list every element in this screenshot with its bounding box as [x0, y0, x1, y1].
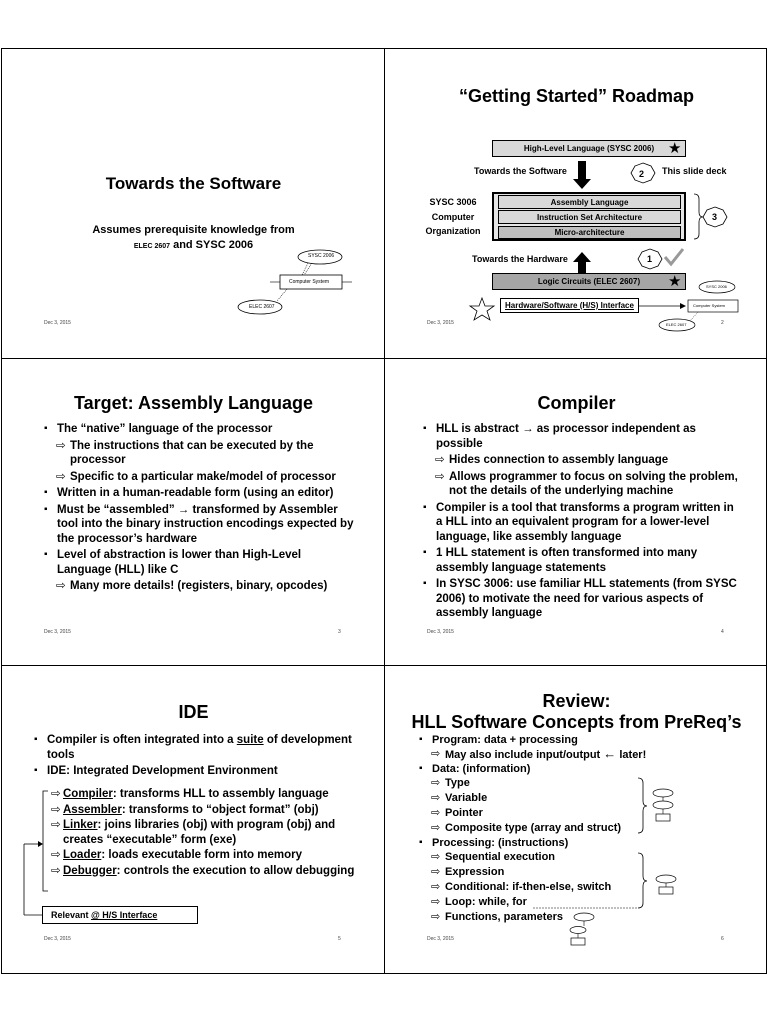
hll-label: High-Level Language (SYSC 2006): [523, 144, 655, 153]
list-item: ⇨ Conditional: if-then-else, switch: [431, 881, 612, 893]
list-item: ⇨ Type: [431, 777, 470, 789]
tool-term: Compiler: [63, 788, 113, 800]
bullet-text: Allows programmer to focus on solving the problem, not the details of the underlying machine: [449, 470, 738, 497]
footer-date: Dec 3, 2015: [427, 936, 454, 942]
bullet-text: Many more details! (registers, binary, opcodes): [70, 580, 328, 592]
cloud-icon: [653, 801, 673, 809]
cloud-label-bottom: ELEC 2607: [249, 304, 275, 310]
elec-course: ELEC 2607: [133, 243, 171, 250]
course-label-3: Organization: [425, 226, 481, 236]
page-number: 3: [338, 629, 341, 635]
hs-label: Hardware/Software (H/S) Interface: [505, 301, 634, 310]
tool-desc: : joins libraries (obj) with program (obj) and creates “executable” form (exe): [63, 819, 336, 846]
bullet-text: Expression: [445, 866, 505, 878]
bullet-text: Compiler is a tool that transforms a program written in a HLL into an equivalent program for a lower-level language, like assembly language: [436, 501, 734, 543]
bullet-text: Data: (information): [432, 763, 531, 775]
slide-5: [2, 666, 385, 974]
list-item: ⇨ Linker: joins libraries (obj) with program (obj) and creates “executable” form (exe): [51, 819, 336, 846]
list-item: ⇨ Compiler: transforms HLL to assembly language: [51, 788, 329, 800]
slide-6: [385, 666, 768, 974]
list-item: [44, 548, 356, 577]
bullet-text: Functions, parameters: [445, 911, 563, 923]
bullet-text: Processing: (instructions): [432, 837, 569, 849]
footer-date: Dec 3, 2015: [427, 629, 454, 635]
cloud-label-top: SYSC 2006: [308, 253, 335, 259]
list-item: ⇨ Loader: loads executable form into memory: [51, 849, 303, 861]
slide-title: IDE: [178, 702, 209, 722]
left-arrow-icon: ←: [603, 746, 617, 761]
towards-software-label: Towards the Software: [474, 166, 567, 176]
footer-date: Dec 3, 2015: [44, 320, 71, 326]
footer-date: Dec 3, 2015: [44, 629, 71, 635]
layer-isa: [498, 210, 681, 224]
course-label-1: SYSC 3006: [429, 197, 477, 207]
list-item: ⇨ Hides connection to assembly language: [435, 454, 669, 466]
bullet-text: Level of abstraction is lower than High-Level Language (HLL) like C: [57, 549, 302, 576]
logic-box: [492, 273, 686, 290]
list-item: [423, 501, 741, 545]
concept-diagrams: [385, 666, 768, 974]
layer-label: Assembly Language: [550, 197, 629, 207]
bullet-text: Variable: [445, 792, 488, 804]
list-item: ⇨ Pointer: [431, 807, 483, 819]
computer-system-diagram: [2, 49, 385, 357]
cloud-icon: [656, 875, 676, 883]
tool-desc: : loads executable form into memory: [101, 849, 303, 861]
slide-title: “Getting Started” Roadmap: [458, 86, 695, 106]
cloud-icon: [574, 913, 594, 921]
down-arrow-icon: [573, 161, 591, 189]
list-item: [423, 577, 741, 621]
page-number: 5: [338, 936, 341, 942]
list-item: ⇨ May also include input/output ← later!: [431, 746, 647, 761]
later-text: later!: [616, 749, 647, 761]
list-item: ⇨ Debugger: controls the execution to allow debugging: [51, 864, 355, 877]
bullet-text: Compiler is often integrated into a: [47, 734, 237, 746]
list-item: ⇨ Expression: [431, 866, 505, 878]
bullet-text: HLL is abstract → as processor independent as possible: [436, 423, 696, 450]
relevant-box: [42, 906, 198, 924]
page-number: 4: [721, 629, 724, 635]
cloud-label-bottom: ELEC 2607: [666, 322, 687, 327]
bullet-list: [423, 422, 741, 623]
list-item: ⇨ Many more details! (registers, binary, opcodes): [56, 580, 328, 592]
list-item: ⇨ Functions, parameters: [431, 911, 563, 923]
check-icon: [665, 249, 683, 264]
bullet-text: 1 HLL statement is often transformed into many assembly language statements: [436, 547, 698, 574]
slide-1: [2, 49, 385, 357]
list-item: [423, 422, 741, 451]
star-outline-icon: [470, 298, 494, 320]
list-item: ⇨ Composite type (array and struct): [431, 822, 622, 834]
hs-interface-box: [500, 298, 639, 313]
list-item: ⇨ Sequential execution: [431, 851, 556, 863]
bullet-text: Type: [445, 777, 470, 789]
bullet-text: Loop: while, for: [445, 896, 527, 908]
course-label-2: Computer: [431, 212, 475, 222]
list-item: ⇨ Variable: [431, 792, 488, 804]
list-item: ⇨ Specific to a particular make/model of processor: [56, 470, 336, 483]
bullet-text: Hides connection to assembly language: [449, 454, 669, 466]
bullet-text: The “native” language of the processor: [57, 423, 273, 435]
sysc-course: and SYSC 2006: [170, 239, 254, 251]
this-deck-label: This slide deck: [662, 166, 727, 176]
subtitle-line: Assumes prerequisite knowledge from: [92, 224, 295, 236]
tool-desc: : transforms HLL to assembly language: [112, 788, 329, 800]
list-item: ⇨ The instructions that can be executed by the processor: [56, 439, 314, 466]
footer-date: Dec 3, 2015: [427, 320, 454, 326]
tool-desc: : transforms to “object format” (obj): [121, 803, 319, 816]
list-item: ⇨ Loop: while, for: [431, 896, 527, 908]
bullet-text: Specific to a particular make/model of processor: [70, 470, 336, 483]
relevant-text: Relevant: [51, 910, 92, 920]
badge-3-label: 3: [712, 212, 718, 222]
star-icon: ★: [668, 273, 682, 290]
slide-title: Towards the Software: [105, 174, 282, 193]
cloud-icon: [570, 927, 586, 934]
tool-term: Debugger: [63, 864, 117, 877]
bullet-text: May also include input/output: [445, 749, 601, 761]
bullet-text: IDE: Integrated Development Environment: [47, 765, 278, 777]
tool-term: Loader: [63, 849, 102, 861]
bullet-list: [44, 422, 356, 596]
bullet-text: Program: data + processing: [432, 734, 578, 746]
star-icon: ★: [668, 140, 682, 157]
tool-list: [39, 787, 361, 879]
layer-label: Micro-architecture: [554, 228, 625, 237]
slide-title: Review:: [542, 691, 611, 711]
towards-hardware-label: Towards the Hardware: [472, 254, 568, 264]
tool-desc: : controls the execution to allow debugging: [116, 864, 355, 877]
cloud-icon: [653, 789, 673, 797]
relevant-link-text: @ H/S Interface: [91, 910, 158, 920]
slide-2: [385, 49, 768, 357]
badge-2-label: 2: [639, 169, 645, 179]
slide-title: Compiler: [537, 393, 616, 413]
box-label: Computer System: [289, 279, 330, 285]
cloud-label-top: SYSC 2006: [706, 284, 727, 289]
list-item: [44, 503, 356, 547]
slide-subtitle: HLL Software Concepts from PreReq’s: [411, 712, 742, 732]
slide-4: [385, 359, 768, 667]
slide-title: Target: Assembly Language: [73, 393, 314, 413]
footer-date: Dec 3, 2015: [44, 936, 71, 942]
tool-term: Assembler: [63, 803, 122, 816]
box-label: Computer System: [693, 303, 726, 308]
list-item: [44, 486, 356, 501]
bullet-text: In SYSC 3006: use familiar HLL statements (from SYSC 2006) to motivate the need for various aspects of assembly language: [436, 578, 737, 619]
layer-label: Instruction Set Architecture: [536, 212, 643, 222]
layer-micro: [498, 226, 681, 239]
bullet-text: Written in a human-readable form (using an editor): [57, 487, 334, 499]
bullet-text: Pointer: [445, 807, 483, 819]
slide-3: [2, 359, 385, 667]
list-item: [44, 422, 356, 437]
up-arrow-icon: [573, 252, 591, 274]
tool-term: Linker: [63, 819, 98, 831]
bullet-text: of development tools: [47, 734, 352, 761]
suite-text: suite: [236, 734, 264, 746]
layer-assembly: [498, 195, 681, 209]
page-number: 2: [721, 320, 724, 326]
list-item: [423, 546, 741, 575]
bullet-text: Conditional: if-then-else, switch: [445, 881, 612, 893]
bullet-text: Composite type (array and struct): [445, 822, 622, 834]
logic-label: Logic Circuits (ELEC 2607): [537, 277, 641, 286]
list-item: ⇨ Assembler: transforms to “object format” (obj): [51, 803, 319, 816]
badge-1-label: 1: [647, 254, 653, 264]
bullet-text: Sequential execution: [445, 851, 556, 863]
bullet-text: The instructions that can be executed by the processor: [70, 439, 314, 466]
page-number: 6: [721, 936, 724, 942]
bullet-text: Must be “assembled” → transformed by Assembler tool into the binary instruction encodings expected by the processor’s hardware: [57, 503, 354, 545]
list-item: ⇨ Allows programmer to focus on solving the problem, not the details of the underlying machine: [435, 470, 738, 497]
